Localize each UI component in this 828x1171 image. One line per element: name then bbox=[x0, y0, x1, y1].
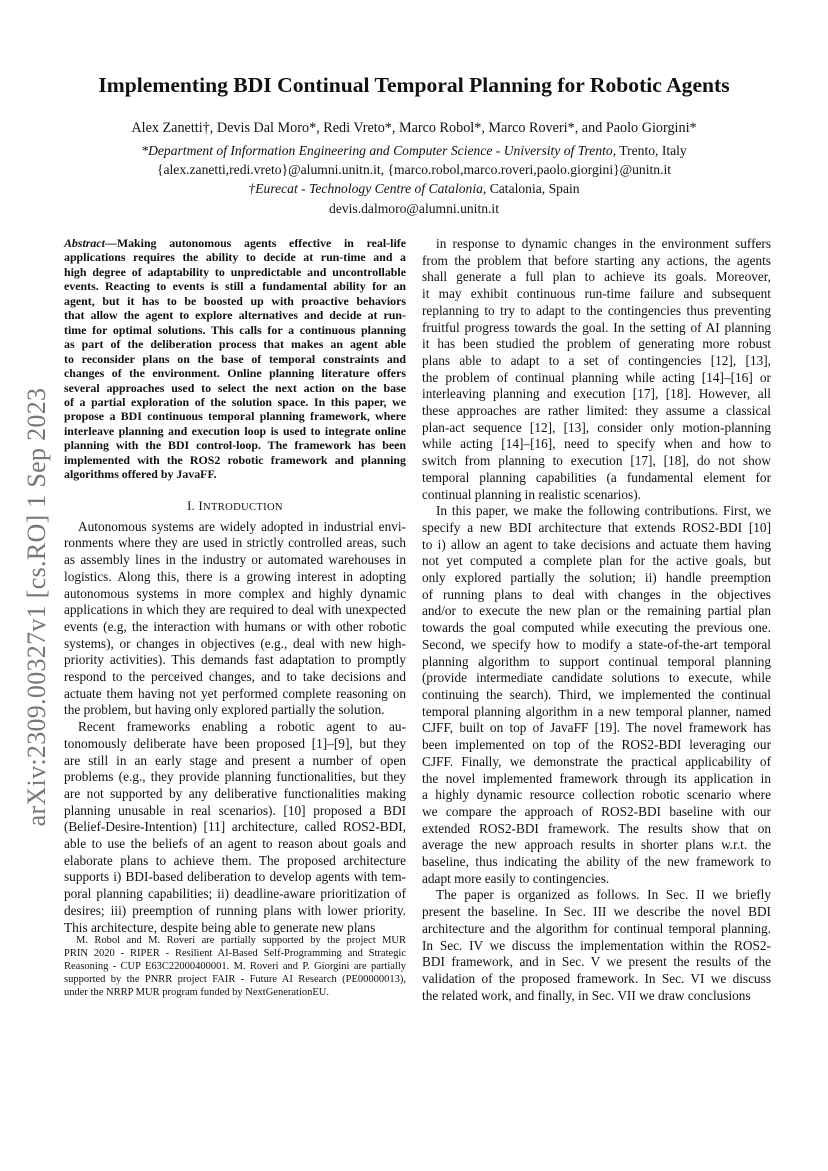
paragraph-line: average the new approach results in shorter plans w.r.t. the bbox=[422, 837, 771, 853]
paragraph-line: desires; iii) preemption of running plans with lower priority. bbox=[64, 902, 406, 918]
section-number: I. bbox=[187, 498, 199, 513]
paragraph-line: respond to the perceived changes, and to take decisions and bbox=[64, 669, 406, 685]
paragraph-line: these approaches are rather limited: they assume a classical bbox=[422, 403, 771, 419]
paragraph-line: temporal planning algorithm in a new temporal planner, named bbox=[422, 703, 771, 719]
funding-footnote bbox=[64, 934, 406, 999]
paragraph-line: BDI framework, and in Sec. V we present the results of the bbox=[422, 954, 771, 970]
paragraph-line: In Sec. IV we discuss the implementation within the ROS2- bbox=[422, 937, 771, 953]
paragraph-line: interleaving planning and execution [17], [18]. However, all bbox=[422, 386, 771, 402]
paragraph-line: of running plans to deal with changes in the objectives bbox=[422, 586, 771, 602]
paragraph-line: the problem, but having only explored partially the solution. bbox=[64, 702, 385, 718]
paragraph-line: continual planning in realistic scenarios). bbox=[422, 486, 641, 502]
paragraph-line: (provide intermediate candidate solutions to execute, while bbox=[422, 670, 771, 686]
paragraph-line: (Belief-Desire-Intention) [11] architecture, called ROS2-BDI, bbox=[64, 819, 406, 835]
right-column bbox=[422, 236, 771, 1004]
arxiv-sidebar bbox=[22, 372, 52, 842]
paragraph-line: baseline, thus indicating the ability of the new framework to bbox=[422, 854, 771, 870]
abstract-line: of a partial exploration of the solution space. In this paper, we bbox=[64, 394, 406, 409]
affiliation-trento-dept: *Department of Information Engineering and Computer Science - University of Trento, bbox=[141, 143, 617, 158]
emails-trento: {alex.zanetti,redi.vreto}@alumni.unitn.it, {marco.robol,marco.roveri,paolo.giorgini}@unitn.it bbox=[156, 162, 672, 178]
paragraph-line: and/or to execute the new plan or the remaining partial plan bbox=[422, 603, 771, 619]
email-eurecat: devis.dalmoro@alumni.unitn.it bbox=[329, 200, 499, 216]
introduction-left-text bbox=[64, 519, 406, 937]
abstract-line: several approaches used to select the next action on the base bbox=[64, 380, 406, 395]
paragraph-line: logistics. Along this, there is a growing interest in adopting bbox=[64, 568, 406, 584]
paragraph-line: priority activities). This demands fast adaptation to promptly bbox=[64, 652, 406, 668]
paragraph-line: Autonomous systems are widely adopted in industrial envi- bbox=[78, 518, 406, 534]
paragraph-line: autonomous systems in more complex and highly dynamic bbox=[64, 585, 406, 601]
paragraph-line: replanning to try to adapt to the contingencies thus preventing bbox=[422, 302, 771, 318]
affiliation-eurecat-city: Catalonia, Spain bbox=[486, 181, 580, 197]
abstract-line: interleave planning and execution loop is used to integrate online bbox=[64, 423, 406, 438]
paragraph-line: the novel implemented framework through its application in bbox=[422, 770, 771, 786]
abstract-line: algorithms offered by JavaFF. bbox=[64, 467, 217, 482]
paragraph-line: plans able to adapt to a set of contingencies [12], [13], bbox=[422, 352, 771, 368]
left-column bbox=[64, 236, 406, 936]
paragraph-line: temporal planning capabilities (a fundamental element for bbox=[422, 469, 771, 485]
paragraph-line: to i) allow an agent to take decisions and actuate them having bbox=[422, 536, 771, 552]
paragraph-line: while acting [14]–[16], need to specify when and how to bbox=[422, 436, 771, 452]
paragraph-line: adapt more easily to contingencies. bbox=[422, 870, 610, 886]
paragraph-line: The paper is organized as follows. In Sec. II we briefly bbox=[436, 887, 771, 903]
paragraph-line: applications in which they are required to deal with unexpected bbox=[64, 602, 406, 618]
paragraph-line: we compare the approach of ROS2-BDI baseline with our bbox=[422, 803, 771, 819]
arxiv-identifier: arXiv:2309.00327v1 [cs.RO] 1 Sep 2023 bbox=[22, 387, 51, 827]
abstract-line-text: Making autonomous agents effective in real-life bbox=[116, 236, 406, 250]
abstract-line: to reconsider plans on the base of temporal constraints and bbox=[64, 351, 406, 366]
footnote-line: under the NRRP MUR program funded by NextGenerationEU. bbox=[64, 987, 329, 998]
paragraph-line: are still in an early stage and present a number of open bbox=[64, 752, 406, 768]
paragraph-line: CJFF. Finally, we demonstrate the practical applicability of bbox=[422, 753, 771, 769]
footnote-line: supported by the PNRR project FAIR - Future AI Research (PE00000013), bbox=[64, 974, 406, 985]
footnote-line: M. Robol and M. Roveri are partially supported by the project MUR bbox=[76, 935, 406, 946]
author-list: Alex Zanetti†, Devis Dal Moro*, Redi Vreto*, Marco Robol*, Marco Roveri*, and Paolo Giorgini* bbox=[131, 120, 697, 136]
paragraph-line: Recent frameworks enabling a robotic agent to au- bbox=[78, 719, 406, 735]
paragraph-line: planning algorithm to support continual temporal planning bbox=[422, 653, 771, 669]
paragraph-line: planning unusable in real scenarios). [10] proposed a BDI bbox=[64, 802, 406, 818]
author-block bbox=[40, 118, 788, 218]
section-heading-introduction bbox=[64, 499, 406, 514]
paragraph-line: a highly dynamic resource collection robotic scenario where bbox=[422, 787, 771, 803]
abstract-line: applications requires the ability to decide at run-time and a bbox=[64, 250, 406, 265]
paragraph-line: present the baseline. In Sec. III we describe the novel BDI bbox=[422, 904, 771, 920]
paragraph-line: fruitful progress towards the goal. In the setting of AI planning bbox=[422, 319, 771, 335]
paragraph-line: specify a new BDI architecture that extends ROS2-BDI [10] bbox=[422, 519, 771, 535]
abstract-label: Abstract— bbox=[64, 236, 117, 250]
abstract-line: propose a BDI continuous temporal planning framework, where bbox=[64, 409, 406, 424]
abstract-line: as part of the deliberation process that makes an agent able bbox=[64, 337, 406, 352]
abstract-line: planning with the BDI control-loop. The framework has been bbox=[64, 438, 406, 453]
abstract-line: implemented with the ROS2 robotic framework and planning bbox=[64, 452, 406, 467]
paragraph-line: towards the goal computed while executing the previous one. bbox=[422, 620, 771, 636]
abstract-line: time for optimal solutions. This calls for a continuous planning bbox=[64, 322, 406, 337]
footnote-line: PRIN 2020 - RIPER - Resilient AI-Based Self-Programming and Strategic bbox=[64, 948, 406, 959]
paragraph-line: in response to dynamic changes in the environment suffers bbox=[436, 236, 771, 251]
paragraph-line: switch from planning to execution [17], [18], do not show bbox=[422, 453, 771, 469]
paragraph-line: as assembly lines in the industry or automated warehouses in bbox=[64, 552, 406, 568]
paper-title: Implementing BDI Continual Temporal Planning for Robotic Agents bbox=[98, 73, 730, 97]
affiliation-trento bbox=[40, 141, 788, 160]
footnote-line: Reasoning - CUP E63C22000400001. M. Roveri and P. Giorgini are partially bbox=[64, 961, 406, 972]
paragraph-line: poral planning capabilities; ii) deadline-aware prioritization of bbox=[64, 886, 406, 902]
paragraph-line: able to use the beliefs of an agent to reason about goals and bbox=[64, 836, 406, 852]
paragraph-line: the related work, and finally, in Sec. VII we draw conclusions bbox=[422, 987, 751, 1003]
paragraph-line: supports i) BDI-based deliberation to develop agents with tem- bbox=[64, 869, 406, 885]
paragraph-line: from the problem that before starting any actions, the agents bbox=[422, 252, 771, 268]
paragraph-line: actuate them having not yet performed complete reasoning on bbox=[64, 685, 406, 701]
paragraph-line: it has been studied the problem of generating more robust bbox=[422, 336, 771, 352]
abstract-line: that allow the agent to explore alternatives and decide at run- bbox=[64, 308, 406, 323]
abstract-line: agent, but it has to be boosted up with proactive behaviors bbox=[64, 293, 406, 308]
paragraph-line: plan-act sequence [12], [13], consider only motion-planning bbox=[422, 419, 771, 435]
paragraph-line: the problem of continual planning while acting [14]–[16] or bbox=[422, 369, 771, 385]
paragraph-line: systems), or changes in objectives (e.g., deal with new high- bbox=[64, 635, 406, 651]
affiliation-trento-city: Trento, Italy bbox=[616, 143, 687, 158]
paragraph-line: been implemented on top of the ROS2-BDI leveraging our bbox=[422, 737, 771, 753]
abstract-line: changes of the environment. Online planning literature offers bbox=[64, 366, 406, 381]
paragraph-line: CJFF, built on top of JavaFF [19]. The novel framework has bbox=[422, 720, 771, 736]
section-title-initial: I bbox=[198, 498, 204, 513]
affiliation-eurecat-name: †Eurecat - Technology Centre of Catalonia, bbox=[248, 181, 487, 197]
section-title-rest: NTRODUCTION bbox=[203, 501, 283, 513]
paragraph-line: This architecture, despite being able to generate new plans bbox=[64, 919, 376, 935]
paragraph-line: only explored partially the solution; ii) handle preemption bbox=[422, 570, 771, 586]
paragraph-line: Second, we specify how to modify a state-of-the-art temporal bbox=[422, 636, 771, 652]
abstract-line: events. Reacting to events is still a fundamental ability for an bbox=[64, 279, 406, 294]
paragraph-line: not yet computed a complete plan for the active goals, but bbox=[422, 553, 771, 569]
paragraph-line: events (e.g, the interaction with humans or with other robotic bbox=[64, 618, 406, 634]
paragraph-line: extended ROS2-BDI framework. The results show that on bbox=[422, 820, 771, 836]
paragraph-line: In this paper, we make the following contributions. First, we bbox=[436, 503, 771, 519]
paragraph-line: elaborate plans to achieve them. The proposed architecture bbox=[64, 852, 406, 868]
paragraph-line: validation of the proposed framework. In Sec. VI we discuss bbox=[422, 970, 771, 986]
paragraph-line: continuing the search). Third, we implemented the continual bbox=[422, 686, 771, 702]
affiliation-eurecat bbox=[40, 179, 788, 198]
paragraph-line: ronments where they are used in strictly controlled areas, such bbox=[64, 535, 406, 551]
paragraph-line: architecture and the algorithm for continual temporal planning. bbox=[422, 920, 771, 936]
paragraph-line: problems (e.g., they provide planning functionalities, but they bbox=[64, 769, 406, 785]
abstract bbox=[64, 236, 406, 482]
paragraph-line: it may exhibit continuous run-time failure and subsequent bbox=[422, 286, 771, 302]
paragraph-line: shall generate a full plan to achieve its goals. Moreover, bbox=[422, 269, 771, 285]
paragraph-line: tonomously deliberate have been proposed [1]–[9], but they bbox=[64, 735, 406, 751]
paragraph-line: are not supported by any deliberative functionalities making bbox=[64, 785, 406, 801]
abstract-line bbox=[64, 236, 406, 250]
abstract-line: high degree of adaptability to unpredictable and uncontrollable bbox=[64, 264, 406, 279]
